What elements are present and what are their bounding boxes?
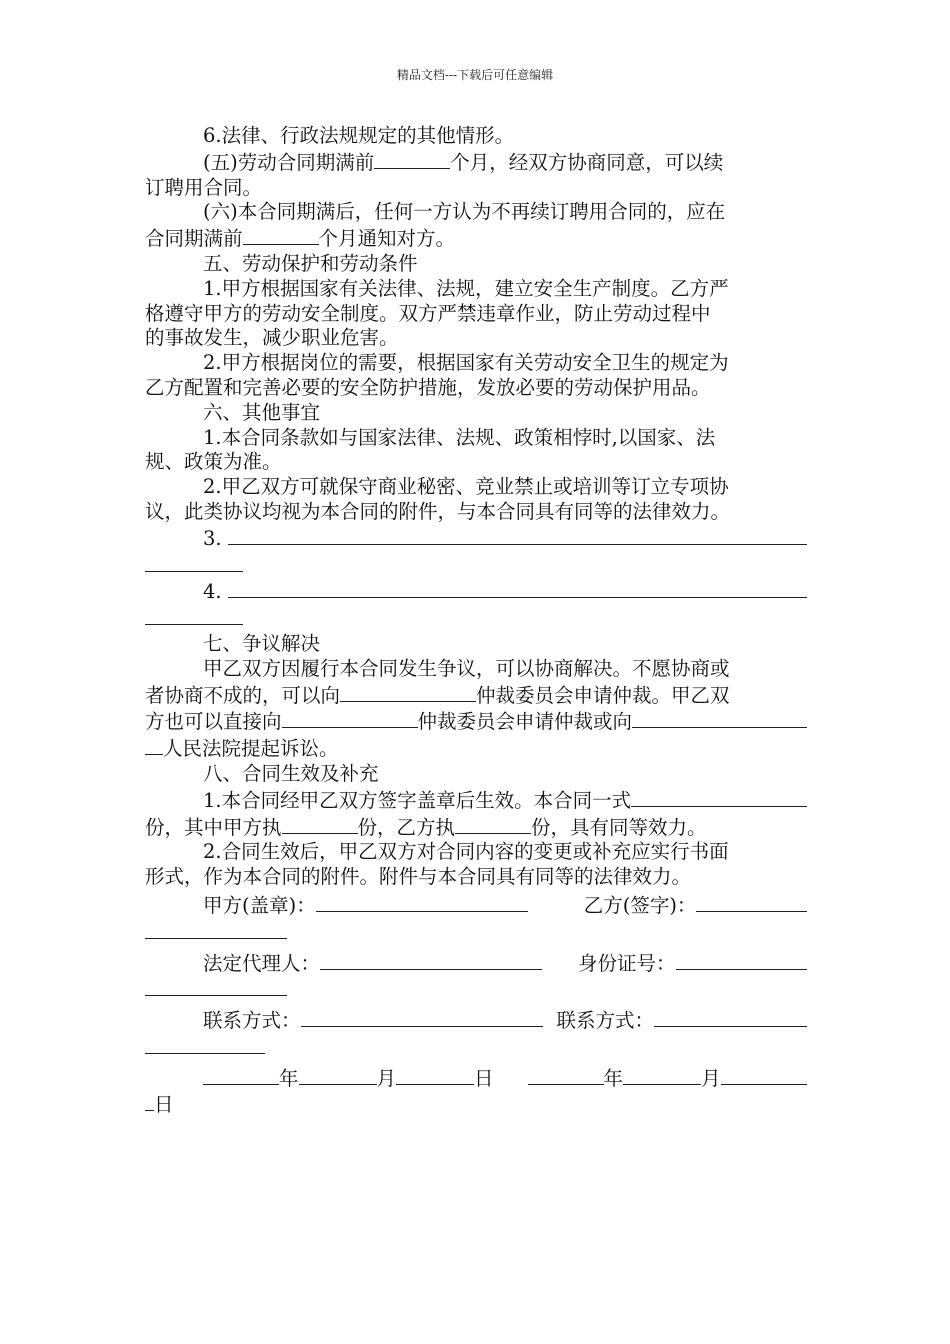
- contact-a-label: 联系方式：: [203, 1009, 301, 1033]
- contact-a-field[interactable]: [301, 1007, 543, 1027]
- clause-6-item-4-continuation: [145, 605, 807, 632]
- text: 1.本合同经甲乙双方签字盖章后生效。本合同一式: [203, 788, 632, 812]
- party-b-sign-label: 乙方(签字)：: [583, 893, 697, 917]
- year-b-field[interactable]: [528, 1065, 604, 1085]
- party-b-sign-field[interactable]: [696, 892, 807, 912]
- text: 4.: [203, 580, 222, 604]
- clause-5-item-1-line-2: 格遵守甲方的劳动安全制度。双方严禁违章作业，防止劳动过程中: [145, 301, 711, 325]
- clause-7-line-1: 甲乙双方因履行本合同发生争议，可以协商解决。不愿协商或: [203, 656, 730, 680]
- contact-b-field[interactable]: [654, 1007, 807, 1027]
- expiry-paragraph-line-2: [145, 225, 807, 252]
- blank-field[interactable]: [455, 814, 531, 834]
- text: 者协商不成的，可以向: [145, 683, 341, 707]
- signature-row-contact: [145, 1007, 807, 1034]
- text: 3.: [203, 526, 222, 550]
- signature-row-representative-continuation: [145, 976, 807, 1003]
- contract-body: [145, 124, 807, 1118]
- clause-5-item-2-line-2: 乙方配置和完善必要的安全防护措施，发放必要的劳动保护用品。: [145, 375, 711, 399]
- clause-8-item-1-line-1: [145, 787, 807, 814]
- signature-row-seal-continuation: [145, 919, 807, 946]
- blank-field[interactable]: [282, 814, 358, 834]
- blank-field[interactable]: [145, 605, 243, 625]
- section-title-8: 八、合同生效及补充: [203, 761, 379, 785]
- day-a-label: 日: [474, 1066, 494, 1090]
- text: 合同期满前: [145, 227, 243, 251]
- renewal-paragraph-line-2: 订聘用合同。: [145, 175, 263, 199]
- text: 份，具有同等效力。: [531, 815, 707, 839]
- year-b-label: 年: [603, 1066, 624, 1090]
- text: 个月，经双方协商同意，可以续: [450, 150, 724, 174]
- section-title-6: 六、其他事宜: [203, 400, 321, 424]
- day-b-field[interactable]: [721, 1065, 807, 1085]
- legal-representative-field[interactable]: [320, 950, 542, 970]
- blank-field[interactable]: [228, 578, 807, 598]
- month-b-label: 月: [701, 1066, 721, 1090]
- clause-8-item-2-line-2: 形式，作为本合同的附件。附件与本合同具有同等的法律效力。: [145, 865, 692, 889]
- clause-7-line-3: [145, 708, 807, 735]
- blank-field[interactable]: [228, 525, 807, 545]
- section-title-5: 五、劳动保护和劳动条件: [203, 251, 418, 275]
- clause-6-item-3-continuation: [145, 552, 807, 579]
- blank-field[interactable]: [631, 787, 807, 807]
- id-number-label: 身份证号：: [578, 951, 676, 975]
- section-title-7: 七、争议解决: [203, 631, 321, 655]
- clause-6-item-1-line-2: 规、政策为准。: [145, 450, 282, 474]
- blank-field[interactable]: [145, 976, 287, 996]
- blank-field[interactable]: [145, 1091, 154, 1111]
- blank-field[interactable]: [145, 1034, 265, 1054]
- blank-field[interactable]: [282, 708, 418, 728]
- clause-5-item-1-line-3: 的事故发生，减少职业危害。: [145, 326, 399, 350]
- text: 人民法院提起诉讼。: [163, 737, 339, 761]
- clause-6-item-1-line-1: 1.本合同条款如与国家法律、法规、政策相悖时,以国家、法: [203, 425, 716, 449]
- item-6: 6.法律、行政法规规定的其他情形。: [203, 124, 515, 147]
- signature-row-contact-continuation: [145, 1034, 807, 1061]
- clause-6-item-2-line-2: 议，此类协议均视为本合同的附件，与本合同具有同等的法律效力。: [145, 499, 731, 523]
- clause-5-item-1-line-1: 1.甲方根据国家有关法律、法规，建立安全生产制度。乙方严: [203, 276, 729, 300]
- clause-6-item-4: [145, 578, 807, 605]
- blank-field[interactable]: [374, 149, 450, 169]
- text: 方也可以直接向: [145, 710, 282, 734]
- legal-representative-label: 法定代理人：: [203, 951, 321, 975]
- party-a-seal-label: 甲方(盖章)：: [203, 893, 316, 917]
- text: 个月通知对方。: [318, 227, 456, 251]
- clause-8-item-2-line-1: 2.合同生效后，甲乙双方对合同内容的变更或补充应实行书面: [203, 840, 729, 864]
- expiry-paragraph-line-1: (六)本合同期满后，任何一方认为不再续订聘用合同的，应在: [203, 200, 726, 224]
- text: 仲裁委员会申请仲裁。甲乙双: [476, 683, 730, 707]
- signature-row-seal: [145, 892, 807, 919]
- blank-field[interactable]: [632, 708, 807, 728]
- signature-row-date: [145, 1065, 807, 1092]
- text: 份，其中甲方执: [145, 815, 282, 839]
- text: 份，乙方执: [357, 815, 456, 839]
- signature-row-representative: [145, 950, 807, 977]
- clause-6-item-3: [145, 525, 807, 552]
- renewal-paragraph-line-1: [145, 149, 807, 176]
- clause-6-item-2-line-1: 2.甲乙双方可就保守商业秘密、竞业禁止或培训等订立专项协: [203, 475, 729, 499]
- blank-field[interactable]: [145, 919, 287, 939]
- text: (五)劳动合同期满前: [203, 150, 375, 174]
- blank-field[interactable]: [243, 225, 319, 245]
- clause-5-item-2-line-1: 2.甲方根据岗位的需要，根据国家有关劳动安全卫生的规定为: [203, 351, 729, 375]
- blank-field[interactable]: [145, 735, 163, 755]
- contact-b-label: 联系方式：: [556, 1009, 655, 1033]
- blank-field[interactable]: [340, 682, 476, 702]
- party-a-seal-field[interactable]: [316, 892, 528, 912]
- blank-field[interactable]: [145, 552, 243, 572]
- signature-row-date-continuation: [145, 1091, 807, 1118]
- id-number-field[interactable]: [676, 950, 807, 970]
- year-a-label: 年: [279, 1066, 299, 1090]
- month-b-field[interactable]: [623, 1065, 701, 1085]
- text: 仲裁委员会申请仲裁或向: [417, 710, 633, 734]
- clause-7-line-2: [145, 682, 807, 709]
- day-a-field[interactable]: [396, 1065, 474, 1085]
- month-a-field[interactable]: [299, 1065, 377, 1085]
- month-a-label: 月: [376, 1066, 397, 1090]
- page-header: 精品文档---下载后可任意编辑: [396, 68, 554, 82]
- clause-7-line-4: [145, 735, 807, 762]
- clause-8-item-1-line-2: [145, 814, 807, 841]
- year-a-field[interactable]: [203, 1065, 279, 1085]
- day-b-label: 日: [154, 1093, 174, 1117]
